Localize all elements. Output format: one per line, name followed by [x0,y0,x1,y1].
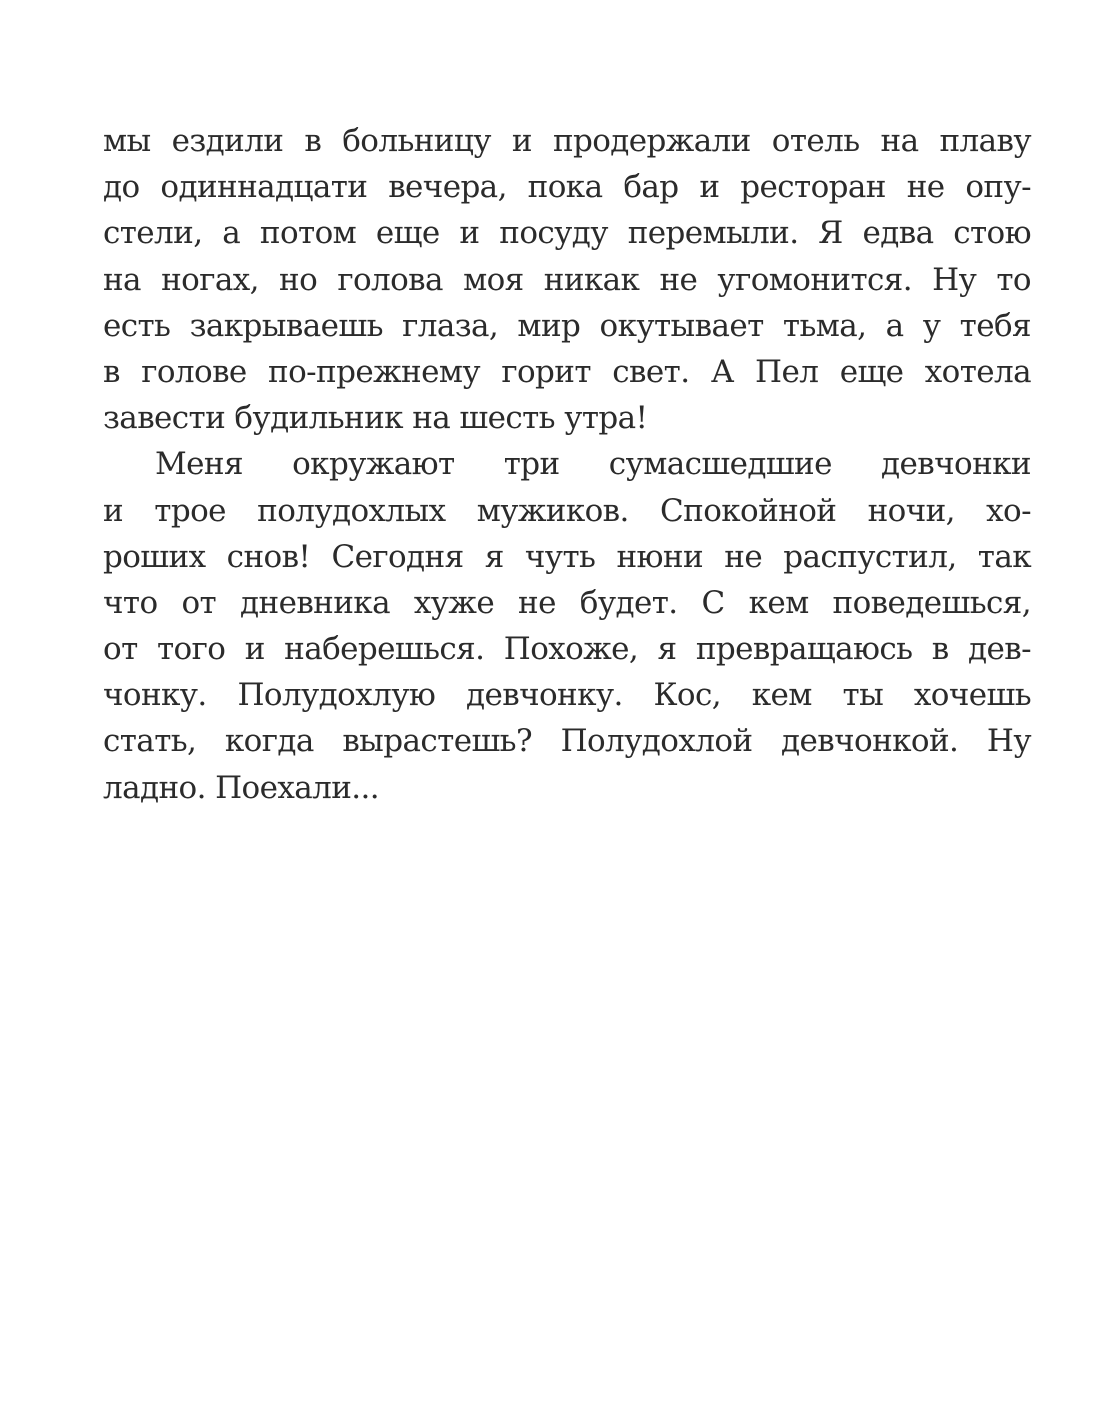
text-line: есть закрываешь глаза, мир окутывает тьма, а у тебя [103,307,1031,344]
text-line: и трое полудохлых мужиков. Спокойной ночи, хо- [103,492,1031,529]
paragraph-1 [103,118,1031,441]
book-page [103,118,1031,811]
paragraph-2 [103,441,1031,811]
text-line: роших снов! Сегодня я чуть нюни не распустил, так [103,538,1031,575]
text-line: ладно. Поехали... [103,769,380,806]
text-line: на ногах, но голова моя никак не угомонится. Ну то [103,261,1031,298]
text-line: Меня окружают три сумасшедшие девчонки [155,446,1031,483]
text-line: завести будильник на шесть утра! [103,400,648,437]
text-line: от того и наберешься. Похоже, я превращаюсь в дев- [103,631,1031,668]
text-line: чонку. Полудохлую девчонку. Кос, кем ты хочешь [103,677,1031,714]
text-line: стать, когда вырастешь? Полудохлой девчонкой. Ну [103,723,1031,760]
text-line: в голове по-прежнему горит свет. А Пел еще хотела [103,353,1031,390]
text-line: что от дневника хуже не будет. С кем поведешься, [103,584,1031,621]
text-line: стели, а потом еще и посуду перемыли. Я едва стою [103,215,1031,252]
text-line: мы ездили в больницу и продержали отель на плаву [103,123,1031,159]
text-line: до одиннадцати вечера, пока бар и ресторан не опу- [103,169,1031,206]
